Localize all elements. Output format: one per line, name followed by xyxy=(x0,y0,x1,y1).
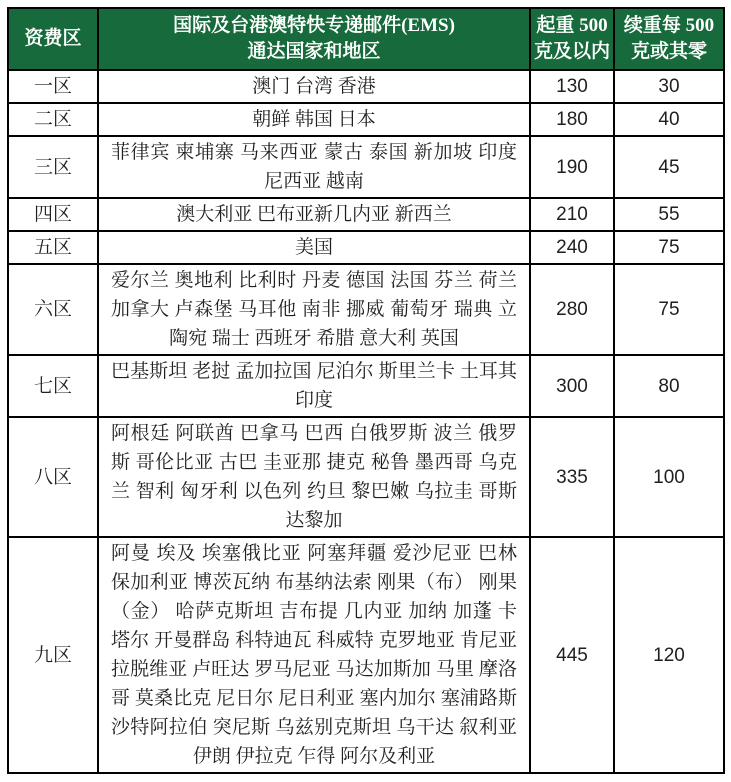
header-base-rate-line2: 克及以内 xyxy=(533,41,610,62)
rate-row-zone6 xyxy=(8,264,724,355)
base-rate-cell: 190 xyxy=(530,136,614,198)
rate-row-zone7 xyxy=(8,355,724,417)
ems-rate-table xyxy=(7,7,725,774)
rate-row-zone4 xyxy=(8,198,724,231)
additional-rate-cell: 75 xyxy=(614,231,724,264)
zone-cell: 三区 xyxy=(8,136,98,198)
base-rate-cell: 445 xyxy=(530,537,614,773)
header-additional-rate-line1: 续重每 500 xyxy=(623,15,715,36)
zone-cell: 五区 xyxy=(8,231,98,264)
countries-cell: 爱尔兰 奥地利 比利时 丹麦 德国 法国 芬兰 荷兰 加拿大 卢森堡 马耳他 南非 挪威 葡萄牙 瑞典 立陶宛 瑞士 西班牙 希腊 意大利 英国 xyxy=(98,264,530,355)
base-rate-cell: 280 xyxy=(530,264,614,355)
countries-cell: 菲律宾 柬埔寨 马来西亚 蒙古 泰国 新加坡 印度尼西亚 越南 xyxy=(98,136,530,198)
zone-cell: 七区 xyxy=(8,355,98,417)
additional-rate-cell: 45 xyxy=(614,136,724,198)
header-additional-rate xyxy=(614,8,724,70)
rate-row-zone2 xyxy=(8,103,724,136)
rate-row-zone9 xyxy=(8,537,724,773)
table-body xyxy=(8,70,724,773)
countries-cell: 阿根廷 阿联酋 巴拿马 巴西 白俄罗斯 波兰 俄罗斯 哥伦比亚 古巴 圭亚那 捷克 秘鲁 墨西哥 乌克兰 智利 匈牙利 以色列 约旦 黎巴嫩 乌拉圭 哥斯达黎加 xyxy=(98,417,530,537)
countries-cell: 阿曼 埃及 埃塞俄比亚 阿塞拜疆 爱沙尼亚 巴林 保加利亚 博茨瓦纳 布基纳法索 刚果（布） 刚果（金） 哈萨克斯坦 吉布提 几内亚 加纳 加蓬 卡塔尔 开曼群岛 科特迪瓦 科威特 克罗地亚 肯尼亚 拉脱维亚 卢旺达 罗马尼亚 马达加斯加 马里 摩洛哥 莫桑比克 尼日尔 尼日利亚 塞内加尔 塞浦路斯 沙特阿拉伯 突尼斯 乌兹别克斯坦 乌干达 叙利亚 伊朗 伊拉克 乍得 阿尔及利亚 xyxy=(98,537,530,773)
base-rate-cell: 335 xyxy=(530,417,614,537)
header-base-rate xyxy=(530,8,614,70)
zone-cell: 六区 xyxy=(8,264,98,355)
rate-row-zone5 xyxy=(8,231,724,264)
countries-cell: 澳门 台湾 香港 xyxy=(98,70,530,103)
additional-rate-cell: 100 xyxy=(614,417,724,537)
additional-rate-cell: 55 xyxy=(614,198,724,231)
zone-cell: 四区 xyxy=(8,198,98,231)
base-rate-cell: 240 xyxy=(530,231,614,264)
rate-row-zone8 xyxy=(8,417,724,537)
additional-rate-cell: 80 xyxy=(614,355,724,417)
header-destinations-line2: 通达国家和地区 xyxy=(247,41,381,62)
countries-cell: 澳大利亚 巴布亚新几内亚 新西兰 xyxy=(98,198,530,231)
header-zone xyxy=(8,8,98,70)
countries-cell: 朝鲜 韩国 日本 xyxy=(98,103,530,136)
header-additional-rate-line2: 克或其零 xyxy=(630,41,707,62)
rate-row-zone3 xyxy=(8,136,724,198)
header-row xyxy=(8,8,724,70)
zone-cell: 一区 xyxy=(8,70,98,103)
zone-cell: 八区 xyxy=(8,417,98,537)
base-rate-cell: 210 xyxy=(530,198,614,231)
header-destinations xyxy=(98,8,530,70)
base-rate-cell: 180 xyxy=(530,103,614,136)
countries-cell: 巴基斯坦 老挝 孟加拉国 尼泊尔 斯里兰卡 土耳其 印度 xyxy=(98,355,530,417)
zone-cell: 二区 xyxy=(8,103,98,136)
header-zone-label: 资费区 xyxy=(24,28,82,49)
base-rate-cell: 130 xyxy=(530,70,614,103)
additional-rate-cell: 40 xyxy=(614,103,724,136)
countries-cell: 美国 xyxy=(98,231,530,264)
zone-cell: 九区 xyxy=(8,537,98,773)
table-header xyxy=(8,8,724,70)
base-rate-cell: 300 xyxy=(530,355,614,417)
rate-row-zone1 xyxy=(8,70,724,103)
additional-rate-cell: 30 xyxy=(614,70,724,103)
header-base-rate-line1: 起重 500 xyxy=(536,15,608,36)
additional-rate-cell: 120 xyxy=(614,537,724,773)
header-destinations-line1: 国际及台港澳特快专递邮件(EMS) xyxy=(173,15,455,36)
additional-rate-cell: 75 xyxy=(614,264,724,355)
